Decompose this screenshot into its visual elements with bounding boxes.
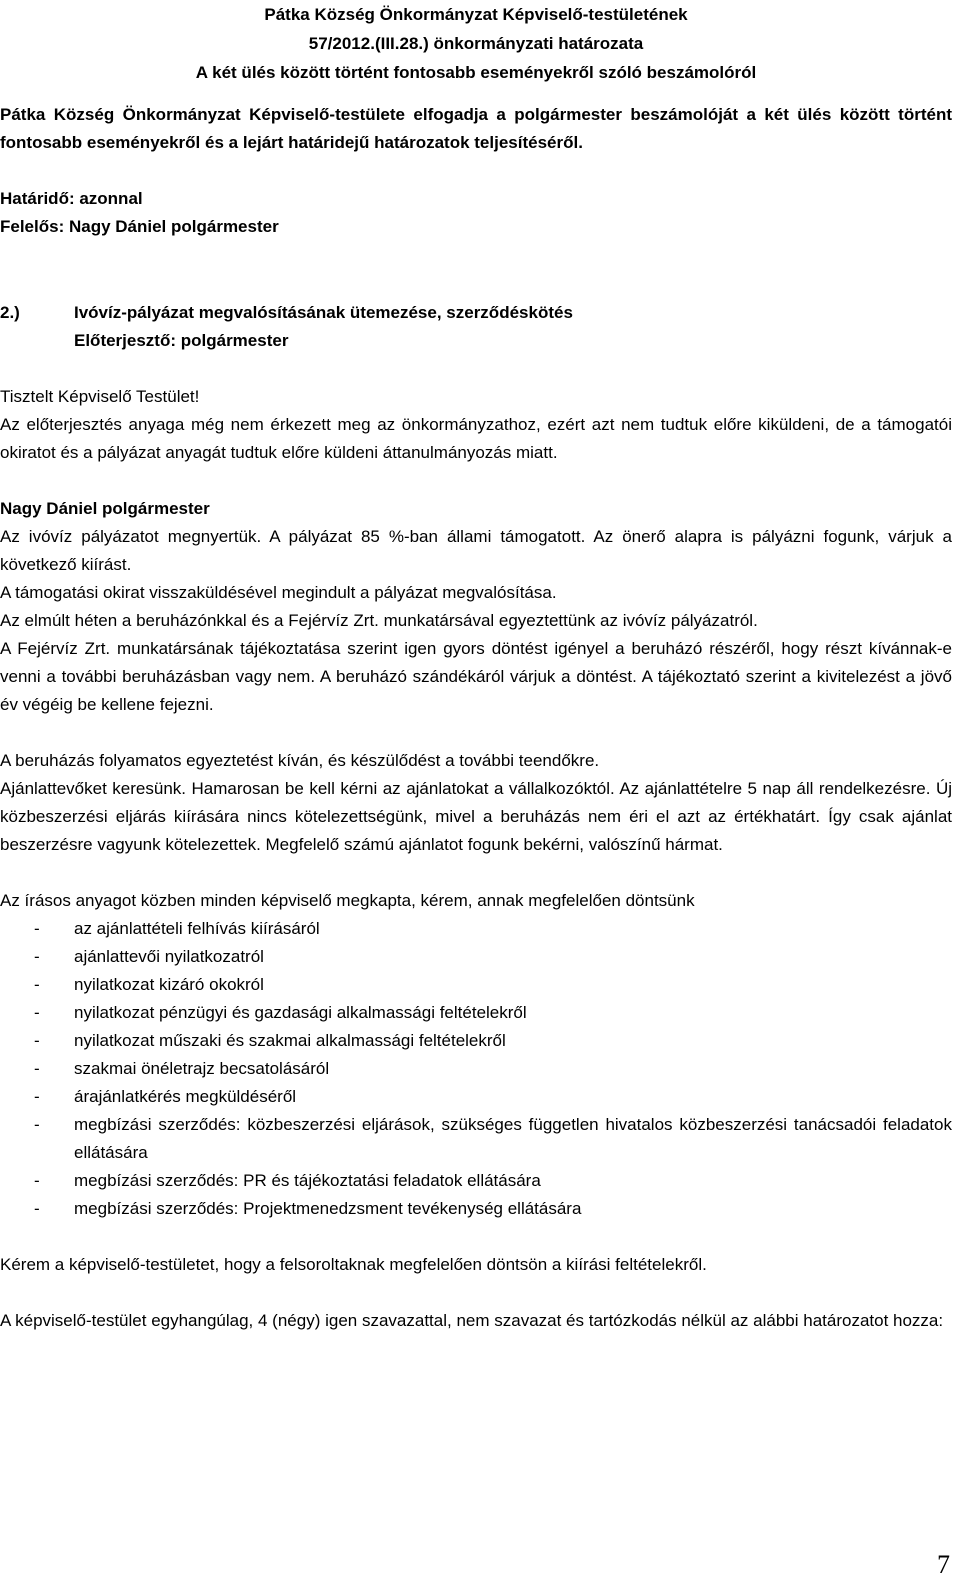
section-presenter: Előterjesztő: polgármester — [74, 331, 289, 350]
paragraph-5: A beruházás folyamatos egyeztetést kíván, és készülődést a további teendőkre. — [0, 751, 600, 770]
section-heading — [0, 299, 952, 327]
resolution-header — [0, 0, 952, 87]
header-line-3: A két ülés között történt fontosabb eseményekről szóló beszámolóról — [195, 63, 757, 82]
responsible: Felelős: Nagy Dániel polgármester — [0, 217, 279, 236]
list-item: - szakmai önéletrajz becsatolásáról — [34, 1059, 330, 1078]
paragraph-1: Az ivóvíz pályázatot megnyertük. A pályázat 85 %-ban állami támogatott. Az önerő alapra is pályázni fogunk, várjuk a következő kiírást. — [0, 527, 952, 574]
list-item: - megbízási szerződés: Projektmenedzsment tevékenység ellátására — [34, 1199, 582, 1218]
section-number: 2.) — [0, 303, 20, 322]
header-line-1: Pátka Község Önkormányzat Képviselő-testületének — [264, 5, 688, 24]
list-item: - nyilatkozat pénzügyi és gazdasági alkalmassági feltételekről — [34, 1003, 527, 1022]
decision-list — [0, 915, 952, 1223]
list-item: - nyilatkozat kizáró okokról — [34, 975, 264, 994]
resolution-text: Pátka Község Önkormányzat Képviselő-testülete elfogadja a polgármester beszámolóját a két ülés között történt fontosabb eseményekről és a lejárt határidejű határozatok teljesítéséről. — [0, 105, 952, 152]
paragraph-8: Kérem a képviselő-testületet, hogy a felsoroltaknak megfelelően döntsön a kiírási feltételekről. — [0, 1255, 707, 1274]
list-item: - nyilatkozat műszaki és szakmai alkalmassági feltételekről — [34, 1031, 506, 1050]
deadline: Határidő: azonnal — [0, 189, 143, 208]
list-item: - árajánlatkérés megküldéséről — [34, 1087, 297, 1106]
page-number: 7 — [937, 1550, 950, 1579]
paragraph-9: A képviselő-testület egyhangúlag, 4 (négy) igen szavazattal, nem szavazat és tartózkodás nélkül az alábbi határozatot hozza: — [0, 1311, 944, 1330]
section-title: Ivóvíz-pályázat megvalósításának ütemezése, szerződéskötés — [74, 303, 573, 322]
header-line-2: 57/2012.(III.28.) önkormányzati határozata — [308, 34, 644, 53]
paragraph-4: A Fejérvíz Zrt. munkatársának tájékoztatása szerint igen gyors döntést igényel a beruházó részéről, hogy részt kívánnak-e venni a további beruházásban vagy nem. A beruházó szándékáról várjuk a döntést. A tájékoztató szerint a kivitelezést a jövő év végéig be kellene fejezni. — [0, 639, 952, 714]
paragraph-3: Az elmúlt héten a beruházónkkal és a Fejérvíz Zrt. munkatársával egyeztettünk az ivóvíz pályázatról. — [0, 611, 758, 630]
paragraph-6: Ajánlattevőket keresünk. Hamarosan be kell kérni az ajánlatokat a vállalkozóktól. Az ajánlattételre 5 nap áll rendelkezésre. Új közbeszerzési eljárás kiírására nincs kötelezettségünk, mivel a beruházás nem éri el azt az értékhatárt. Így csak ajánlat beszerzésre vagyunk kötelezettek. Megfelelő számú ajánlatot fogunk bekérni, valószínű hármat. — [0, 779, 952, 854]
list-item: - az ajánlattételi felhívás kiírásáról — [34, 919, 320, 938]
salutation: Tisztelt Képviselő Testület! — [0, 387, 200, 406]
paragraph-7: Az írásos anyagot közben minden képviselő megkapta, kérem, annak megfelelően döntsünk — [0, 891, 695, 910]
speaker-name: Nagy Dániel polgármester — [0, 499, 210, 518]
paragraph-2: A támogatási okirat visszaküldésével megindult a pályázat megvalósítása. — [0, 583, 557, 602]
intro-paragraph: Az előterjesztés anyaga még nem érkezett meg az önkormányzathoz, ezért azt nem tudtuk előre kiküldeni, de a támogatói okiratot és a pályázat anyagát tudtuk előre küldeni áttanulmányozás miatt. — [0, 415, 952, 462]
list-item: - megbízási szerződés: közbeszerzési eljárások, szükséges független hivatalos közbeszerzési tanácsadói feladatok ellátására — [34, 1115, 952, 1162]
list-item: - ajánlattevői nyilatkozatról — [34, 947, 264, 966]
list-item: - megbízási szerződés: PR és tájékoztatási feladatok ellátására — [34, 1171, 541, 1190]
